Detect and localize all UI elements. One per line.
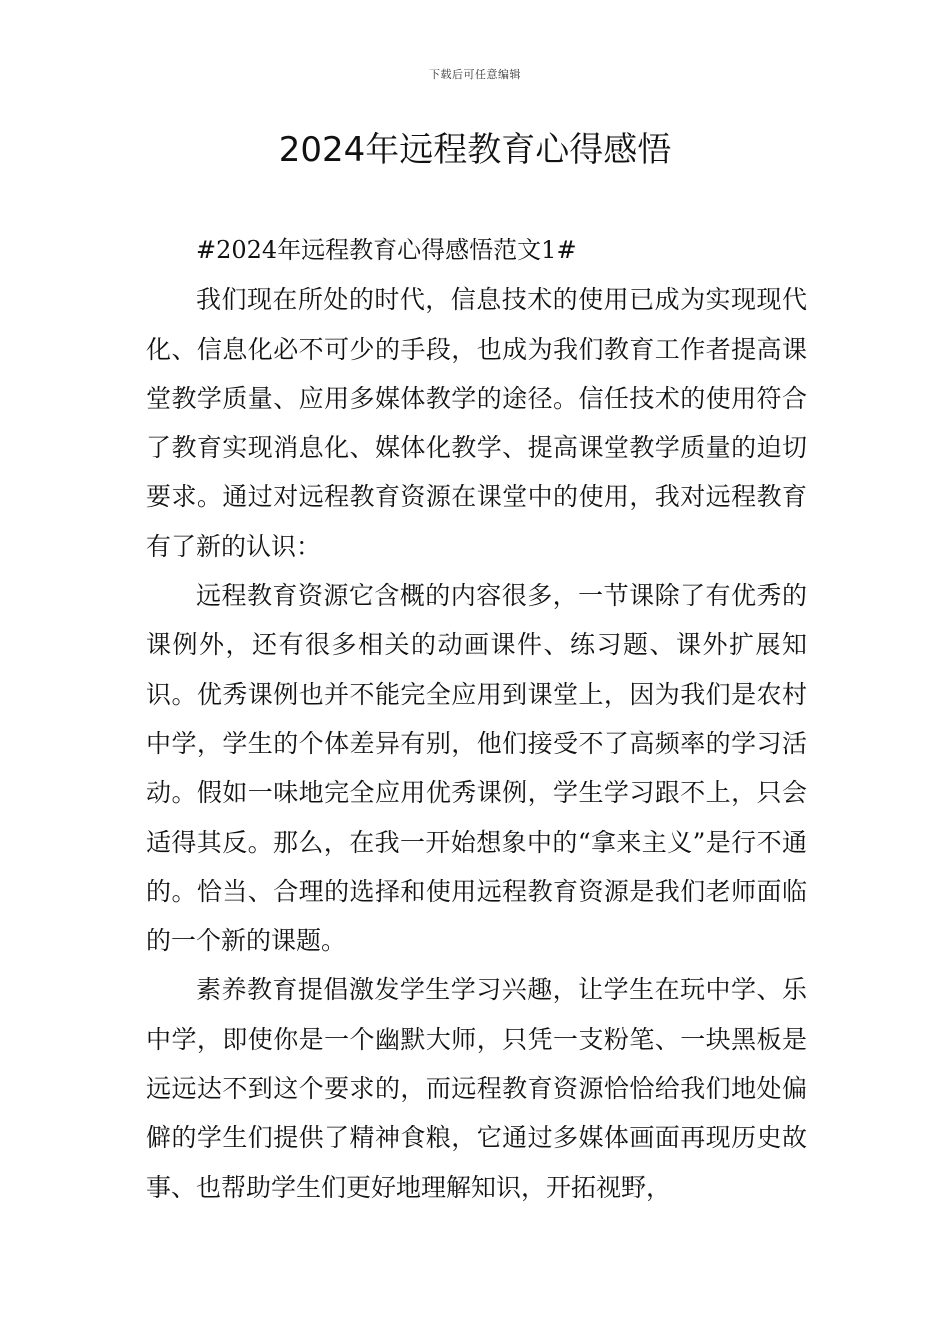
paragraph: 远程教育资源它含概的内容很多，一节课除了有优秀的课例外，还有很多相关的动画课件、练习题、课外扩展知识。优秀课例也并不能完全应用到课堂上，因为我们是农村中学，学生的个体差异有别，他们接受不了高频率的学习活动。假如一味地完全应用优秀课例，学生学习跟不上，只会适得其反。那么，在我一开始想象中的“拿来主义”是行不通的。恰当、合理的选择和使用远程教育资源是我们老师面临的一个新的课题。: [146, 581, 807, 956]
document-title: 2024年远程教育心得感悟: [278, 130, 672, 170]
document-body: [146, 226, 807, 1212]
header-note: 下载后可任意编辑: [429, 68, 521, 81]
paragraph: 素养教育提倡激发学生学习兴趣，让学生在玩中学、乐中学，即使你是一个幽默大师，只凭一支粉笔、一块黑板是远远达不到这个要求的，而远程教育资源恰恰给我们地处偏僻的学生们提供了精神食粮，它通过多媒体画面再现历史故事、也帮助学生们更好地理解知识，开拓视野，: [146, 975, 807, 1202]
paragraph: 我们现在所处的时代，信息技术的使用已成为实现现代化、信息化必不可少的手段，也成为我们教育工作者提高课堂教学质量、应用多媒体教学的途径。信任技术的使用符合了教育实现消息化、媒体化教学、提高课堂教学质量的迫切要求。通过对远程教育资源在课堂中的使用，我对远程教育有了新的认识：: [146, 285, 807, 561]
section-heading: #2024年远程教育心得感悟范文1#: [196, 236, 577, 264]
